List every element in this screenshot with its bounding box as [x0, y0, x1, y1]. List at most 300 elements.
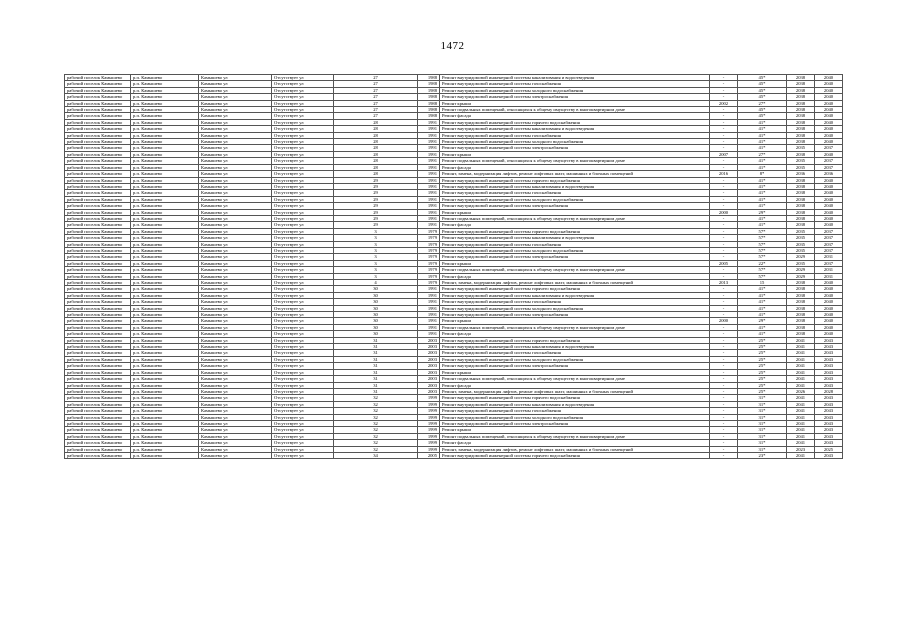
street-cell: Отсутствует ул: [272, 267, 334, 273]
settlement-cell: рабочий поселок Камышево: [65, 408, 131, 414]
street-cell: Отсутствует ул: [272, 119, 334, 125]
house-number-cell: 27: [334, 81, 418, 87]
locality-cell: р.п. Камышево: [131, 247, 199, 253]
locality-cell: р.п. Камышево: [131, 196, 199, 202]
street-cell: Отсутствует ул: [272, 215, 334, 221]
locality-cell: р.п. Камышево: [131, 209, 199, 215]
end-year-cell: 2040: [815, 119, 843, 125]
wear-cell: 27*: [738, 100, 787, 106]
build-year-cell: 2005: [418, 452, 440, 458]
last-repair-year-cell: -: [710, 350, 738, 356]
locality-cell: р.п. Камышево: [131, 107, 199, 113]
house-number-cell: 29: [334, 203, 418, 209]
district-cell: Камышево ул: [199, 337, 272, 343]
locality-cell: р.п. Камышево: [131, 292, 199, 298]
end-year-cell: 2043: [815, 337, 843, 343]
locality-cell: р.п. Камышево: [131, 151, 199, 157]
work-type-cell: Ремонт, замена, модернизация лифтов, ремонт лифтовых шахт, машинных и блочных помещений: [440, 171, 710, 177]
work-type-cell: Ремонт крыши: [440, 427, 710, 433]
last-repair-year-cell: -: [710, 414, 738, 420]
wear-cell: 41*: [738, 222, 787, 228]
start-year-cell: 2041: [787, 376, 815, 382]
start-year-cell: 2035: [787, 145, 815, 151]
street-cell: Отсутствует ул: [272, 401, 334, 407]
build-year-cell: 1988: [418, 94, 440, 100]
district-cell: Камышево ул: [199, 100, 272, 106]
wear-cell: 29*: [738, 209, 787, 215]
build-year-cell: 1988: [418, 81, 440, 87]
end-year-cell: 2043: [815, 440, 843, 446]
end-year-cell: 2040: [815, 151, 843, 157]
locality-cell: р.п. Камышево: [131, 145, 199, 151]
settlement-cell: рабочий поселок Камышево: [65, 113, 131, 119]
start-year-cell: 2038: [787, 215, 815, 221]
end-year-cell: 2040: [815, 126, 843, 132]
page-number: 1472: [440, 40, 465, 52]
locality-cell: р.п. Камышево: [131, 254, 199, 260]
settlement-cell: рабочий поселок Камышево: [65, 452, 131, 458]
district-cell: Камышево ул: [199, 254, 272, 260]
end-year-cell: 2043: [815, 344, 843, 350]
start-year-cell: 2041: [787, 414, 815, 420]
street-cell: Отсутствует ул: [272, 177, 334, 183]
work-type-cell: Ремонт внутридомовой инженерной системы электроснабжения: [440, 254, 710, 260]
work-type-cell: Ремонт внутридомовой инженерной системы холодного водоснабжения: [440, 196, 710, 202]
house-number-cell: 4: [334, 280, 418, 286]
work-type-cell: Ремонт подвальных помещений, относящихся к общему имуществу в многоквартирном доме: [440, 215, 710, 221]
build-year-cell: 1979: [418, 228, 440, 234]
wear-cell: 57*: [738, 254, 787, 260]
last-repair-year-cell: -: [710, 420, 738, 426]
end-year-cell: 2043: [815, 420, 843, 426]
work-type-cell: Ремонт внутридомовой инженерной системы электроснабжения: [440, 203, 710, 209]
house-number-cell: 27: [334, 100, 418, 106]
street-cell: Отсутствует ул: [272, 427, 334, 433]
locality-cell: р.п. Камышево: [131, 382, 199, 388]
wear-cell: 45*: [738, 94, 787, 100]
district-cell: Камышево ул: [199, 369, 272, 375]
locality-cell: р.п. Камышево: [131, 299, 199, 305]
street-cell: Отсутствует ул: [272, 171, 334, 177]
street-cell: Отсутствует ул: [272, 126, 334, 132]
locality-cell: р.п. Камышево: [131, 408, 199, 414]
house-number-cell: 29: [334, 215, 418, 221]
build-year-cell: 1991: [418, 324, 440, 330]
work-type-cell: Ремонт внутридомовой инженерной системы горячего водоснабжения: [440, 452, 710, 458]
district-cell: Камышево ул: [199, 376, 272, 382]
district-cell: Камышево ул: [199, 382, 272, 388]
start-year-cell: 2041: [787, 452, 815, 458]
end-year-cell: 2040: [815, 286, 843, 292]
last-repair-year-cell: -: [710, 292, 738, 298]
end-year-cell: 2037: [815, 260, 843, 266]
work-type-cell: Ремонт подвальных помещений, относящихся к общему имуществу в многоквартирном доме: [440, 376, 710, 382]
street-cell: Отсутствует ул: [272, 107, 334, 113]
locality-cell: р.п. Камышево: [131, 376, 199, 382]
settlement-cell: рабочий поселок Камышево: [65, 235, 131, 241]
settlement-cell: рабочий поселок Камышево: [65, 388, 131, 394]
last-repair-year-cell: -: [710, 273, 738, 279]
end-year-cell: 2031: [815, 267, 843, 273]
last-repair-year-cell: 2000: [710, 318, 738, 324]
last-repair-year-cell: -: [710, 81, 738, 87]
house-number-cell: 27: [334, 75, 418, 81]
work-type-cell: Ремонт внутридомовой инженерной системы холодного водоснабжения: [440, 87, 710, 93]
build-year-cell: 1988: [418, 100, 440, 106]
district-cell: Камышево ул: [199, 183, 272, 189]
end-year-cell: 2040: [815, 75, 843, 81]
locality-cell: р.п. Камышево: [131, 235, 199, 241]
district-cell: Камышево ул: [199, 235, 272, 241]
house-number-cell: 31: [334, 337, 418, 343]
build-year-cell: 1979: [418, 254, 440, 260]
build-year-cell: 1991: [418, 318, 440, 324]
work-type-cell: Ремонт внутридомовой инженерной системы газоснабжения: [440, 350, 710, 356]
wear-cell: 31*: [738, 420, 787, 426]
settlement-cell: рабочий поселок Камышево: [65, 215, 131, 221]
settlement-cell: рабочий поселок Камышево: [65, 420, 131, 426]
district-cell: Камышево ул: [199, 292, 272, 298]
house-number-cell: 28: [334, 158, 418, 164]
wear-cell: 41*: [738, 324, 787, 330]
settlement-cell: рабочий поселок Камышево: [65, 382, 131, 388]
street-cell: Отсутствует ул: [272, 318, 334, 324]
settlement-cell: рабочий поселок Камышево: [65, 222, 131, 228]
build-year-cell: 1999: [418, 427, 440, 433]
start-year-cell: 2038: [787, 94, 815, 100]
last-repair-year-cell: -: [710, 158, 738, 164]
end-year-cell: 2040: [815, 222, 843, 228]
capital-repair-table: [64, 74, 843, 459]
district-cell: Камышево ул: [199, 196, 272, 202]
settlement-cell: рабочий поселок Камышево: [65, 75, 131, 81]
house-number-cell: 30: [334, 286, 418, 292]
work-type-cell: Ремонт фасада: [440, 222, 710, 228]
district-cell: Камышево ул: [199, 446, 272, 452]
district-cell: Камышево ул: [199, 363, 272, 369]
end-year-cell: 2040: [815, 87, 843, 93]
build-year-cell: 1979: [418, 267, 440, 273]
build-year-cell: 1991: [418, 171, 440, 177]
work-type-cell: Ремонт крыши: [440, 151, 710, 157]
wear-cell: 31*: [738, 414, 787, 420]
work-type-cell: Ремонт подвальных помещений, относящихся к общему имуществу в многоквартирном доме: [440, 107, 710, 113]
work-type-cell: Ремонт крыши: [440, 100, 710, 106]
start-year-cell: 2029: [787, 273, 815, 279]
last-repair-year-cell: 2013: [710, 280, 738, 286]
locality-cell: р.п. Камышево: [131, 190, 199, 196]
locality-cell: р.п. Камышево: [131, 241, 199, 247]
locality-cell: р.п. Камышево: [131, 94, 199, 100]
work-type-cell: Ремонт внутридомовой инженерной системы горячего водоснабжения: [440, 228, 710, 234]
street-cell: Отсутствует ул: [272, 337, 334, 343]
last-repair-year-cell: 2000: [710, 209, 738, 215]
locality-cell: р.п. Камышево: [131, 215, 199, 221]
work-type-cell: Ремонт подвальных помещений, относящихся к общему имуществу в многоквартирном доме: [440, 433, 710, 439]
settlement-cell: рабочий поселок Камышево: [65, 318, 131, 324]
start-year-cell: 2041: [787, 369, 815, 375]
wear-cell: 45*: [738, 81, 787, 87]
start-year-cell: 2038: [787, 222, 815, 228]
table-row: [65, 452, 843, 458]
build-year-cell: 1979: [418, 273, 440, 279]
start-year-cell: 2035: [787, 241, 815, 247]
last-repair-year-cell: -: [710, 305, 738, 311]
last-repair-year-cell: 2016: [710, 171, 738, 177]
settlement-cell: рабочий поселок Камышево: [65, 312, 131, 318]
locality-cell: р.п. Камышево: [131, 337, 199, 343]
end-year-cell: 2037: [815, 228, 843, 234]
settlement-cell: рабочий поселок Камышево: [65, 158, 131, 164]
start-year-cell: 2035: [787, 164, 815, 170]
last-repair-year-cell: -: [710, 452, 738, 458]
locality-cell: р.п. Камышево: [131, 280, 199, 286]
wear-cell: 8*: [738, 171, 787, 177]
work-type-cell: Ремонт крыши: [440, 209, 710, 215]
district-cell: Камышево ул: [199, 190, 272, 196]
end-year-cell: 2040: [815, 139, 843, 145]
street-cell: Отсутствует ул: [272, 145, 334, 151]
district-cell: Камышево ул: [199, 171, 272, 177]
last-repair-year-cell: -: [710, 395, 738, 401]
house-number-cell: 30: [334, 305, 418, 311]
start-year-cell: 2041: [787, 440, 815, 446]
build-year-cell: 1999: [418, 446, 440, 452]
district-cell: Камышево ул: [199, 388, 272, 394]
start-year-cell: 2038: [787, 151, 815, 157]
build-year-cell: 1991: [418, 299, 440, 305]
wear-cell: 57*: [738, 241, 787, 247]
end-year-cell: 2040: [815, 331, 843, 337]
district-cell: Камышево ул: [199, 299, 272, 305]
start-year-cell: 2041: [787, 427, 815, 433]
street-cell: Отсутствует ул: [272, 363, 334, 369]
last-repair-year-cell: -: [710, 203, 738, 209]
start-year-cell: 2041: [787, 356, 815, 362]
build-year-cell: 1991: [418, 305, 440, 311]
settlement-cell: рабочий поселок Камышево: [65, 350, 131, 356]
start-year-cell: 2038: [787, 119, 815, 125]
end-year-cell: 2040: [815, 292, 843, 298]
start-year-cell: 2038: [787, 324, 815, 330]
last-repair-year-cell: -: [710, 190, 738, 196]
district-cell: Камышево ул: [199, 440, 272, 446]
district-cell: Камышево ул: [199, 241, 272, 247]
locality-cell: р.п. Камышево: [131, 171, 199, 177]
house-number-cell: 27: [334, 87, 418, 93]
work-type-cell: Ремонт внутридомовой инженерной системы горячего водоснабжения: [440, 119, 710, 125]
build-year-cell: 1979: [418, 241, 440, 247]
house-number-cell: 34: [334, 452, 418, 458]
locality-cell: р.п. Камышево: [131, 139, 199, 145]
house-number-cell: 32: [334, 427, 418, 433]
end-year-cell: 2040: [815, 113, 843, 119]
work-type-cell: Ремонт внутридомовой инженерной системы канализования и водоотведения: [440, 401, 710, 407]
start-year-cell: 2023: [787, 446, 815, 452]
street-cell: Отсутствует ул: [272, 446, 334, 452]
street-cell: Отсутствует ул: [272, 209, 334, 215]
last-repair-year-cell: -: [710, 132, 738, 138]
build-year-cell: 1999: [418, 414, 440, 420]
locality-cell: р.п. Камышево: [131, 305, 199, 311]
wear-cell: 25*: [738, 337, 787, 343]
build-year-cell: 2003: [418, 356, 440, 362]
last-repair-year-cell: -: [710, 363, 738, 369]
wear-cell: 41*: [738, 132, 787, 138]
wear-cell: 15: [738, 280, 787, 286]
locality-cell: р.п. Камышево: [131, 312, 199, 318]
locality-cell: р.п. Камышево: [131, 222, 199, 228]
start-year-cell: 2038: [787, 280, 815, 286]
build-year-cell: 1991: [418, 203, 440, 209]
last-repair-year-cell: -: [710, 222, 738, 228]
settlement-cell: рабочий поселок Камышево: [65, 414, 131, 420]
locality-cell: р.п. Камышево: [131, 324, 199, 330]
build-year-cell: 1991: [418, 151, 440, 157]
locality-cell: р.п. Камышево: [131, 414, 199, 420]
settlement-cell: рабочий поселок Камышево: [65, 292, 131, 298]
locality-cell: р.п. Камышево: [131, 158, 199, 164]
house-number-cell: 3: [334, 273, 418, 279]
work-type-cell: Ремонт внутридомовой инженерной системы канализования и водоотведения: [440, 75, 710, 81]
house-number-cell: 28: [334, 132, 418, 138]
work-type-cell: Ремонт внутридомовой инженерной системы электроснабжения: [440, 94, 710, 100]
street-cell: Отсутствует ул: [272, 414, 334, 420]
build-year-cell: 1991: [418, 126, 440, 132]
end-year-cell: 2037: [815, 247, 843, 253]
build-year-cell: 1991: [418, 209, 440, 215]
last-repair-year-cell: -: [710, 254, 738, 260]
start-year-cell: 2041: [787, 401, 815, 407]
locality-cell: р.п. Камышево: [131, 286, 199, 292]
settlement-cell: рабочий поселок Камышево: [65, 280, 131, 286]
district-cell: Камышево ул: [199, 452, 272, 458]
street-cell: Отсутствует ул: [272, 440, 334, 446]
work-type-cell: Ремонт фасада: [440, 382, 710, 388]
settlement-cell: рабочий поселок Камышево: [65, 427, 131, 433]
street-cell: Отсутствует ул: [272, 344, 334, 350]
last-repair-year-cell: -: [710, 408, 738, 414]
work-type-cell: Ремонт внутридомовой инженерной системы холодного водоснабжения: [440, 247, 710, 253]
settlement-cell: рабочий поселок Камышево: [65, 241, 131, 247]
end-year-cell: 2040: [815, 132, 843, 138]
wear-cell: 41*: [738, 331, 787, 337]
house-number-cell: 31: [334, 382, 418, 388]
end-year-cell: 2043: [815, 395, 843, 401]
build-year-cell: 1991: [418, 145, 440, 151]
street-cell: Отсутствует ул: [272, 331, 334, 337]
last-repair-year-cell: -: [710, 433, 738, 439]
start-year-cell: 2035: [787, 228, 815, 234]
end-year-cell: 2040: [815, 324, 843, 330]
house-number-cell: 3: [334, 235, 418, 241]
house-number-cell: 32: [334, 401, 418, 407]
build-year-cell: 1991: [418, 119, 440, 125]
work-type-cell: Ремонт подвальных помещений, относящихся к общему имуществу в многоквартирном доме: [440, 324, 710, 330]
last-repair-year-cell: -: [710, 183, 738, 189]
district-cell: Камышево ул: [199, 158, 272, 164]
end-year-cell: 2043: [815, 376, 843, 382]
street-cell: Отсутствует ул: [272, 433, 334, 439]
settlement-cell: рабочий поселок Камышево: [65, 151, 131, 157]
district-cell: Камышево ул: [199, 107, 272, 113]
locality-cell: р.п. Камышево: [131, 401, 199, 407]
start-year-cell: 2038: [787, 107, 815, 113]
locality-cell: р.п. Камышево: [131, 318, 199, 324]
house-number-cell: 28: [334, 151, 418, 157]
wear-cell: 41*: [738, 203, 787, 209]
wear-cell: 41*: [738, 145, 787, 151]
district-cell: Камышево ул: [199, 433, 272, 439]
wear-cell: 25*: [738, 356, 787, 362]
district-cell: Камышево ул: [199, 280, 272, 286]
end-year-cell: 2036: [815, 171, 843, 177]
build-year-cell: 1991: [418, 177, 440, 183]
wear-cell: 41*: [738, 119, 787, 125]
house-number-cell: 32: [334, 395, 418, 401]
locality-cell: р.п. Камышево: [131, 433, 199, 439]
locality-cell: р.п. Камышево: [131, 260, 199, 266]
settlement-cell: рабочий поселок Камышево: [65, 267, 131, 273]
end-year-cell: 2043: [815, 433, 843, 439]
house-number-cell: 3: [334, 260, 418, 266]
last-repair-year-cell: -: [710, 164, 738, 170]
locality-cell: р.п. Камышево: [131, 420, 199, 426]
build-year-cell: 1999: [418, 401, 440, 407]
last-repair-year-cell: -: [710, 75, 738, 81]
build-year-cell: 1991: [418, 164, 440, 170]
locality-cell: р.п. Камышево: [131, 427, 199, 433]
last-repair-year-cell: -: [710, 119, 738, 125]
house-number-cell: 29: [334, 222, 418, 228]
locality-cell: р.п. Камышево: [131, 75, 199, 81]
house-number-cell: 30: [334, 324, 418, 330]
locality-cell: р.п. Камышево: [131, 350, 199, 356]
wear-cell: 25*: [738, 388, 787, 394]
start-year-cell: 2038: [787, 126, 815, 132]
work-type-cell: Ремонт внутридомовой инженерной системы канализования и водоотведения: [440, 344, 710, 350]
last-repair-year-cell: -: [710, 427, 738, 433]
house-number-cell: 29: [334, 177, 418, 183]
work-type-cell: Ремонт внутридомовой инженерной системы холодного водоснабжения: [440, 305, 710, 311]
work-type-cell: Ремонт внутридомовой инженерной системы холодного водоснабжения: [440, 356, 710, 362]
end-year-cell: 2037: [815, 145, 843, 151]
street-cell: Отсутствует ул: [272, 228, 334, 234]
build-year-cell: 1988: [418, 75, 440, 81]
wear-cell: 22*: [738, 260, 787, 266]
settlement-cell: рабочий поселок Камышево: [65, 100, 131, 106]
last-repair-year-cell: -: [710, 113, 738, 119]
wear-cell: 41*: [738, 126, 787, 132]
district-cell: Камышево ул: [199, 222, 272, 228]
district-cell: Камышево ул: [199, 94, 272, 100]
last-repair-year-cell: -: [710, 382, 738, 388]
last-repair-year-cell: -: [710, 356, 738, 362]
wear-cell: 41*: [738, 177, 787, 183]
end-year-cell: 2040: [815, 107, 843, 113]
wear-cell: 41*: [738, 292, 787, 298]
street-cell: Отсутствует ул: [272, 376, 334, 382]
district-cell: Камышево ул: [199, 260, 272, 266]
table-body: [65, 75, 843, 459]
district-cell: Камышево ул: [199, 312, 272, 318]
locality-cell: р.п. Камышево: [131, 267, 199, 273]
wear-cell: 23*: [738, 452, 787, 458]
street-cell: Отсутствует ул: [272, 151, 334, 157]
district-cell: Камышево ул: [199, 228, 272, 234]
work-type-cell: Ремонт внутридомовой инженерной системы газоснабжения: [440, 299, 710, 305]
wear-cell: 41*: [738, 139, 787, 145]
